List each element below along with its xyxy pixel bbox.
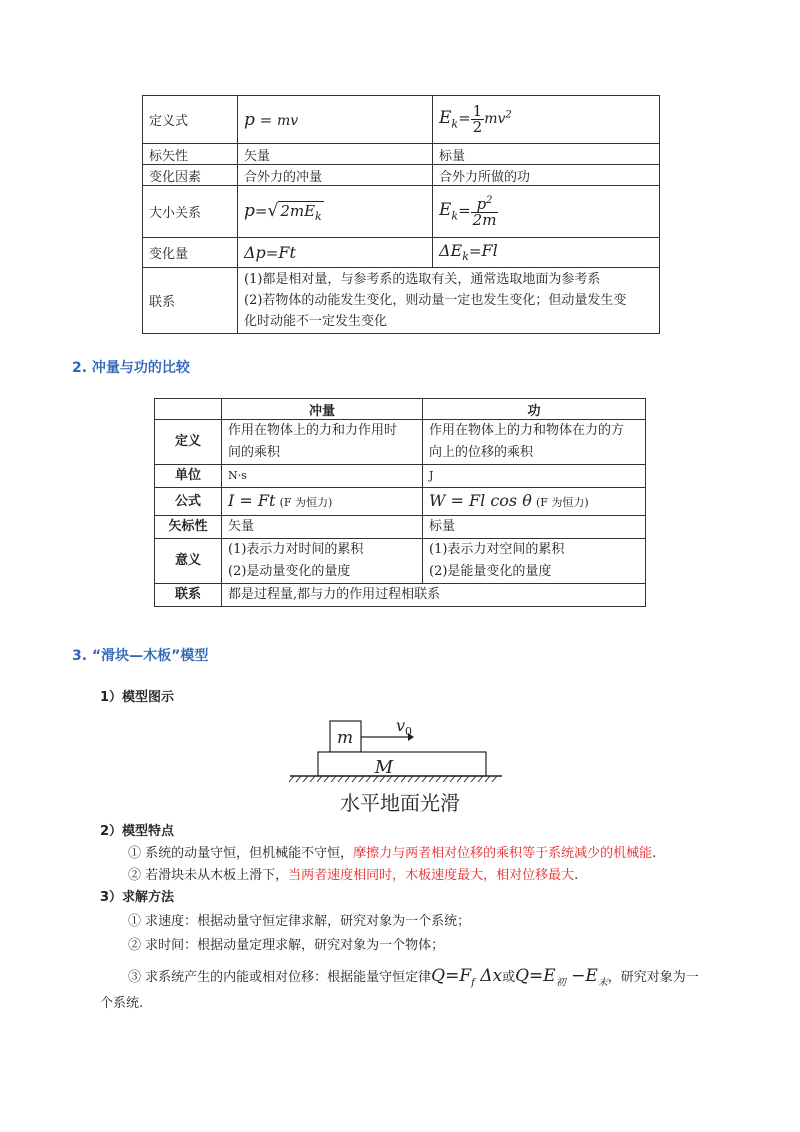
row-label: 联系	[143, 268, 238, 334]
relation-cell	[238, 268, 660, 334]
row-key: 定义	[155, 420, 222, 465]
row-label: 变化量	[143, 238, 238, 268]
header-empty	[155, 399, 222, 420]
momentum-definition-formula: p = mv	[238, 96, 433, 144]
work-formula-cell	[423, 488, 646, 516]
board-label: M	[374, 757, 394, 778]
table-cell: 都是过程量,都与力的作用过程相联系	[222, 584, 646, 607]
table-row	[155, 465, 646, 488]
text: ① 系统的动量守恒，但机械能不守恒，	[128, 846, 354, 861]
text: ② 若滑块未从木板上滑下，	[128, 868, 289, 883]
board-M	[318, 752, 486, 776]
row-key: 联系	[155, 584, 222, 607]
kinetic-energy-magnitude-formula: $E_k=$ $\frac{p^2}{2m}$	[433, 186, 660, 238]
figure-caption: 水平地面光滑	[340, 791, 460, 815]
cell-line: 向上的位移的乘积	[429, 445, 534, 460]
table-cell	[222, 539, 423, 584]
formula-note: (F 为恒力)	[536, 495, 589, 509]
highlight-text: 摩擦力与两者相对位移的乘积等于系统减少的机械能	[353, 846, 653, 861]
table-cell	[423, 420, 646, 465]
table-cell: 标量	[433, 144, 660, 165]
table-row	[155, 488, 646, 516]
relation-line: (1)都是相对量，与参考系的选取有关，通常选取地面为参考系	[244, 272, 601, 287]
work-formula: W = Fl cos θ	[429, 490, 532, 510]
kinetic-energy-change-formula: $\Delta E_k=Fl$	[433, 238, 660, 268]
header-work: 功	[423, 399, 646, 420]
table-row	[143, 96, 660, 144]
block-label: m	[336, 728, 354, 748]
row-label: 标矢性	[143, 144, 238, 165]
text: ，研究对象为一	[607, 970, 699, 985]
method-line-3	[128, 966, 699, 988]
table-row	[143, 268, 660, 334]
subsection-title: 1）模型图示	[100, 690, 175, 705]
formula-note: (F 为恒力)	[279, 495, 333, 509]
cell-line: 作用在物体上的力和力作用时	[228, 423, 398, 438]
section-heading: 2. 冲量与功的比较	[72, 360, 190, 376]
row-key: 单位	[155, 465, 222, 488]
table-cell: 矢量	[238, 144, 433, 165]
row-key: 意义	[155, 539, 222, 584]
relation-line: 化时动能不一定发生变化	[244, 314, 388, 329]
table-cell: 矢量	[222, 516, 423, 539]
subsection-title: 2）模型特点	[100, 824, 175, 839]
method-line-3-cont: 个系统.	[100, 996, 144, 1011]
slider-board-figure	[280, 712, 520, 824]
row-label: 定义式	[143, 96, 238, 144]
section-heading: 3. “滑块—木板”模型	[72, 648, 209, 664]
table-cell	[222, 420, 423, 465]
energy-formula-1: $Q=F_f$ Δx	[431, 966, 503, 989]
momentum-kinetic-energy-table	[142, 95, 660, 334]
table-row	[155, 584, 646, 607]
text: ③ 求系统产生的内能或相对位移：根据能量守恒定律	[128, 970, 432, 985]
cell-line: (2)是能量变化的量度	[429, 564, 552, 579]
row-label: 变化因素	[143, 165, 238, 186]
text: 或	[502, 970, 516, 985]
cell-line: (1)表示力对空间的累积	[429, 542, 565, 557]
impulse-formula-cell	[222, 488, 423, 516]
method-line-2: ② 求时间：根据动量定理求解，研究对象为一个物体；	[128, 938, 445, 953]
cell-line: (2)是动量变化的量度	[228, 564, 351, 579]
cell-line: 间的乘积	[228, 445, 281, 460]
row-key: 公式	[155, 488, 222, 516]
velocity-label: $v_0$	[396, 716, 413, 738]
momentum-magnitude-formula: p=√ $2mE_k$	[238, 186, 433, 238]
impulse-formula: I = Ft	[228, 490, 276, 510]
subsection-title: 3）求解方法	[100, 890, 175, 905]
row-label: 大小关系	[143, 186, 238, 238]
relation-line: (2)若物体的动能发生变化，则动量一定也发生变化；但动量发生变	[244, 293, 627, 308]
table-row	[143, 144, 660, 165]
row-key: 矢标性	[155, 516, 222, 539]
table-cell: 标量	[423, 516, 646, 539]
kinetic-energy-definition-formula: $E_k=$ $\frac{1}{2}$ $mv^2$	[433, 96, 660, 144]
energy-formula-2: $Q=E_初 -E_末$	[515, 966, 608, 989]
cell-line: (1)表示力对时间的累积	[228, 542, 364, 557]
impulse-work-table	[154, 398, 646, 607]
feature-line-2	[128, 864, 578, 883]
text: .	[652, 846, 657, 861]
text: .	[574, 868, 579, 883]
table-cell: J	[423, 465, 646, 488]
highlight-text: 当两者速度相同时，木板速度最大，相对位移最大	[288, 868, 575, 883]
table-row	[155, 516, 646, 539]
table-header-row	[155, 399, 646, 420]
table-row	[155, 420, 646, 465]
table-row	[143, 165, 660, 186]
table-cell: 合外力所做的功	[433, 165, 660, 186]
momentum-change-formula: Δp=Ft	[238, 238, 433, 268]
table-cell: N·s	[222, 465, 423, 488]
cell-line: 作用在物体上的力和物体在力的方	[429, 423, 625, 438]
table-row	[143, 238, 660, 268]
table-row	[143, 186, 660, 238]
table-cell	[423, 539, 646, 584]
header-impulse: 冲量	[222, 399, 423, 420]
table-cell: 合外力的冲量	[238, 165, 433, 186]
method-line-1: ① 求速度：根据动量守恒定律求解，研究对象为一个系统；	[128, 914, 471, 929]
feature-line-1	[128, 842, 656, 861]
table-row	[155, 539, 646, 584]
